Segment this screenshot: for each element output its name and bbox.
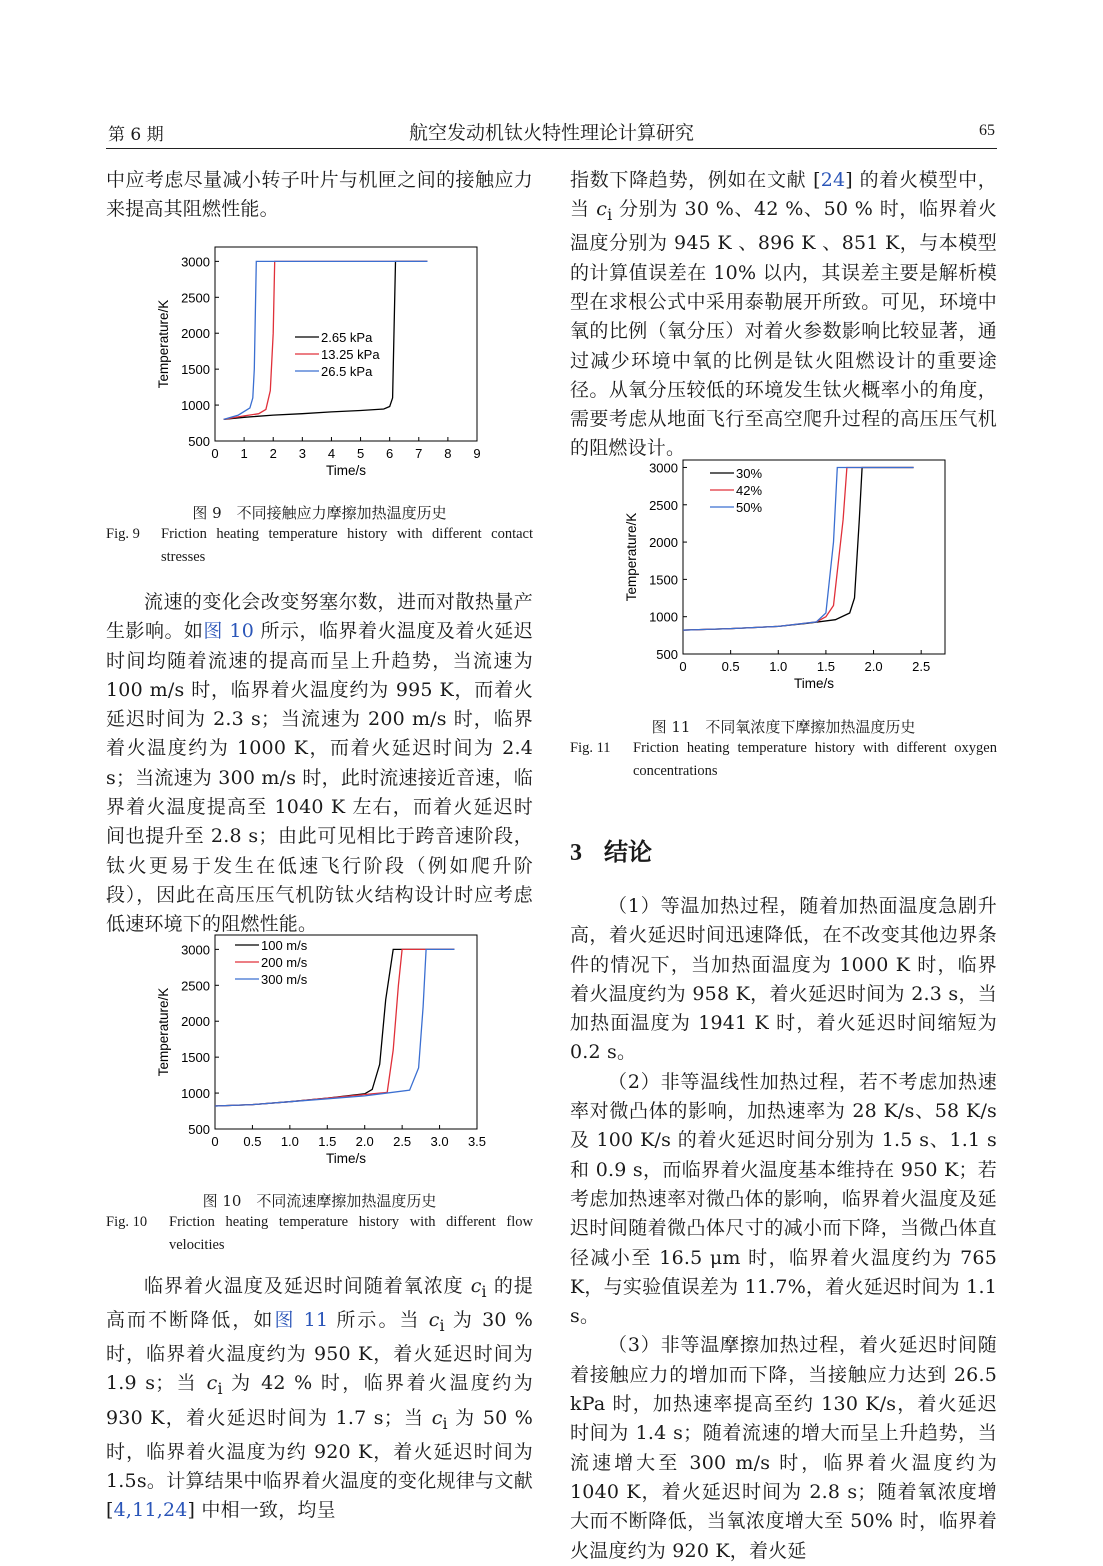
x-tick-label: 1.5 [816,659,835,674]
paragraph-text: ] 中相一致，均呈 [187,1499,336,1522]
x-tick-label: 0 [679,659,687,674]
x-axis-label: Time/s [326,463,366,478]
paragraph-text: 中应考虑尽量减小转子叶片与机匣之间的接触应力来提高其阻燃性能。 [106,169,533,221]
y-tick-label: 500 [188,1122,210,1137]
plot-frame [683,460,945,654]
paragraph-text: ] 的着火模型中，当 [570,169,997,221]
x-tick-label: 0 [211,446,219,461]
legend-label: 42% [736,483,763,498]
legend-label: 300 m/s [261,972,308,987]
paragraph-text: 分别为 30 %、42 %、50 % 时，临界着火温度分别为 945 K 、896 K 、851 K，与本模型的计算值误差在 10% 以内，其误差主要是解析模型在求根公式中采用泰勒展开所致。可见，环境中氧的比例（氧分压）对着火参数影响比较显著，通过减少环境中氧的比例是钛火阻燃设计的重要途径。从氧分压较低的环境发生钛火概率小的角度，需要考虑从地面飞行至高空爬升过程的高压压气机的阻燃设计。 [570,198,997,460]
legend-label: 30% [736,466,763,481]
y-tick-label: 500 [188,434,210,449]
figure-11-caption-cn: 图 11 不同氧浓度下摩擦加热温度历史 [651,718,916,736]
journal-running-title: 航空发动机钛火特性理论计算研究 [408,122,694,144]
y-tick-label: 2000 [181,1014,210,1030]
y-tick-label: 1500 [181,1050,210,1066]
left-paragraph-3 [106,1272,533,1526]
x-tick-label: 4 [327,446,336,461]
y-tick-label: 3000 [181,254,210,270]
y-tick-label: 3000 [181,942,210,958]
figure-9 [150,242,500,488]
var-c: c [596,198,608,221]
y-axis-label: Temperature/K [156,299,171,389]
x-tick-label: 1 [240,446,248,461]
x-tick-label: 2.5 [393,1134,412,1149]
legend-label: 200 m/s [261,955,308,970]
figure-11-caption-en [570,737,997,783]
section-heading [570,832,652,867]
reference-link[interactable]: 24 [820,169,846,191]
var-sub-i: i [217,1379,223,1399]
figure-9-chart [150,242,500,484]
figure-11-caption-text: Friction heating temperature history with different oxygen concentrations [633,740,997,779]
figure-11 [615,455,965,701]
var-sub-i: i [481,1281,487,1301]
figure-10-caption-text: Friction heating temperature history with different flow velocities [169,1214,533,1253]
plot-frame [215,935,477,1129]
x-tick-label: 1.0 [280,1134,299,1149]
series-line [215,949,455,1106]
figure-9-caption-en [106,523,533,569]
x-tick-label: 3 [298,446,306,461]
paragraph-text: 所示。当 [328,1309,429,1332]
section-title: 结论 [604,837,652,866]
figure-10 [150,930,500,1176]
y-tick-label: 2500 [181,290,210,306]
legend-label: 13.25 kPa [321,347,380,362]
var-c: c [470,1275,482,1297]
figure-9-label: Fig. 9 [106,526,140,542]
x-tick-label: 2.0 [355,1134,374,1149]
conclusion-1: （1）等温加热过程，随着加热面温度急剧升高，着火延迟时间迅速降低，在不改变其他边界条件的情况下，当加热面温度为 1000 K 时，临界着火温度约为 958 K，着火延迟时间为 2.3 s，当加热面温度为 1941 K 时，着火延迟时间缩短为 0.2 s。 [570,895,997,1064]
series-line [683,468,914,631]
x-tick-label: 0.5 [243,1134,262,1149]
y-tick-label: 2500 [649,497,678,513]
x-axis-label: Time/s [326,1151,366,1166]
x-tick-label: 9 [473,446,481,461]
y-tick-label: 1500 [649,572,678,588]
figure-11-label: Fig. 11 [570,740,611,756]
running-header [106,118,997,149]
figure-11-link[interactable]: 图 11 [274,1309,329,1332]
figure-11-chart [615,455,965,697]
conclusion-2: （2）非等温线性加热过程，若不考虑加热速率对微凸体的影响，加热速率为 28 K/s、58 K/s 及 100 K/s 的着火延迟时间分别为 1.5 s、1.1 s 和 0.9 s，而临界着火温度基本维持在 950 K；若考虑加热速率对微凸体的影响，临界着火温度及延迟时间随着微凸体尺寸的减小而下降，当微凸体直径减小至 16.5 μm 时，临界着火温度约为 765 K，与实验值误差为 11.7%，着火延迟时间为 1.1 s。 [570,1070,997,1328]
figure-10-chart [150,930,500,1172]
figure-10-caption-cn: 图 10 不同流速摩擦加热温度历史 [202,1192,437,1210]
figure-9-caption-cn: 图 9 不同接触应力摩擦加热温度历史 [192,504,447,522]
x-tick-label: 5 [356,446,365,461]
page-number: 65 [979,122,995,139]
series-line [683,468,914,631]
reference-link[interactable]: 4,11,24 [113,1499,188,1522]
y-tick-label: 500 [656,647,678,662]
paragraph-text: 流速的变化会改变努塞尔数，进而对散热量产生影响。如 [106,591,533,643]
series-line [215,949,455,1106]
series-line [215,949,455,1106]
var-c: c [428,1309,440,1332]
figure-10-label: Fig. 10 [106,1214,148,1230]
y-tick-label: 2000 [649,535,678,551]
conclusion-3: （3）非等温摩擦加热过程，着火延迟时间随着接触应力的增加而下降，当接触应力达到 26.5 kPa 时，加热速率提高至约 130 K/s，着火延迟时间为 1.4 s；随着流速的增大而呈上升趋势，当流速增大至 300 m/s 时，临界着火温度约为 1040 K，着火延迟时间为 2.8 s；随着氧浓度增大而不断降低，当氧浓度增大至 50% 时，临界着火温度约为 920 K，着火延 [570,1334,997,1562]
left-paragraph-2 [106,588,533,940]
legend-label: 50% [736,500,763,515]
paragraph-text: 指数下降趋势，例如在文献 [ [570,169,821,191]
legend-label: 100 m/s [261,938,308,953]
var-sub-i: i [607,205,613,225]
y-tick-label: 2000 [181,326,210,342]
x-tick-label: 3.0 [430,1134,449,1149]
x-tick-label: 1.5 [318,1134,337,1149]
var-sub-i: i [442,1413,448,1433]
conclusions [570,892,997,1566]
series-line [683,468,914,631]
y-axis-label: Temperature/K [156,987,171,1077]
x-tick-label: 1.0 [769,659,788,674]
var-c: c [431,1406,443,1429]
paragraph-text: 为 42 % 时，临界着火温度约为 930 K，着火延迟时间为 1.7 s；当 [106,1372,533,1429]
figure-9-caption-text: Friction heating temperature history with different contact stresses [161,526,533,565]
y-tick-label: 1000 [181,1086,210,1102]
paragraph-text: 为 50 % 时，临界着火温度为约 920 K，着火延迟时间为 1.5s。计算结果中临界着火温度的变化规律与文献 [ [106,1406,533,1522]
figure-10-caption-en [106,1211,533,1257]
paragraph-text: 的提高而不断降低，如 [106,1275,533,1332]
x-tick-label: 3.5 [467,1134,487,1149]
figure-10-link[interactable]: 图 10 [203,620,255,643]
issue-number: 第 6 期 [108,125,164,145]
var-sub-i: i [439,1315,445,1335]
paragraph-text: 临界着火温度及延迟时间随着氧浓度 [144,1275,471,1297]
y-tick-label: 2500 [181,978,210,994]
y-tick-label: 3000 [649,460,678,476]
y-tick-label: 1000 [649,609,678,625]
x-tick-label: 0.5 [721,659,740,674]
x-tick-label: 6 [386,446,394,461]
legend-label: 26.5 kPa [321,364,373,379]
y-axis-label: Temperature/K [624,512,639,602]
x-tick-label: 7 [415,446,423,461]
x-tick-label: 0 [211,1134,219,1149]
x-axis-label: Time/s [794,676,834,691]
x-tick-label: 8 [444,446,452,461]
legend-label: 2.65 kPa [321,330,373,345]
paragraph-text: 为 30 % 时，临界着火温度约为 950 K，着火延迟时间为 1.9 s；当 [106,1309,534,1395]
y-tick-label: 1500 [181,362,210,378]
x-tick-label: 2.0 [864,659,883,674]
y-tick-label: 1000 [181,398,210,414]
left-paragraph-1 [106,166,533,225]
section-number: 3 [570,840,582,866]
x-tick-label: 2 [269,446,277,461]
x-tick-label: 2.5 [912,659,931,674]
var-c: c [206,1372,218,1395]
right-paragraph-1 [570,166,997,464]
paragraph-text: 所示，临界着火温度及着火延迟时间均随着流速的提高而呈上升趋势，当流速为 100 m/s 时，临界着火温度约为 995 K，而着火延迟时间为 2.3 s；当流速为 200 m/s 时，临界着火温度约为 1000 K，而着火延迟时间为 2.4 s；当流速为 300 m/s 时，此时流速接近音速，临界着火温度提高至 1040 K 左右，而着火延迟时间也提升至 2.8 s；由此可见相比于跨音速阶段，钛火更易于发生在低速飞行阶段（例如爬升阶段），因此在高压压气机防钛火结构设计时应考虑低速环境下的阻燃性能。 [106,620,533,936]
